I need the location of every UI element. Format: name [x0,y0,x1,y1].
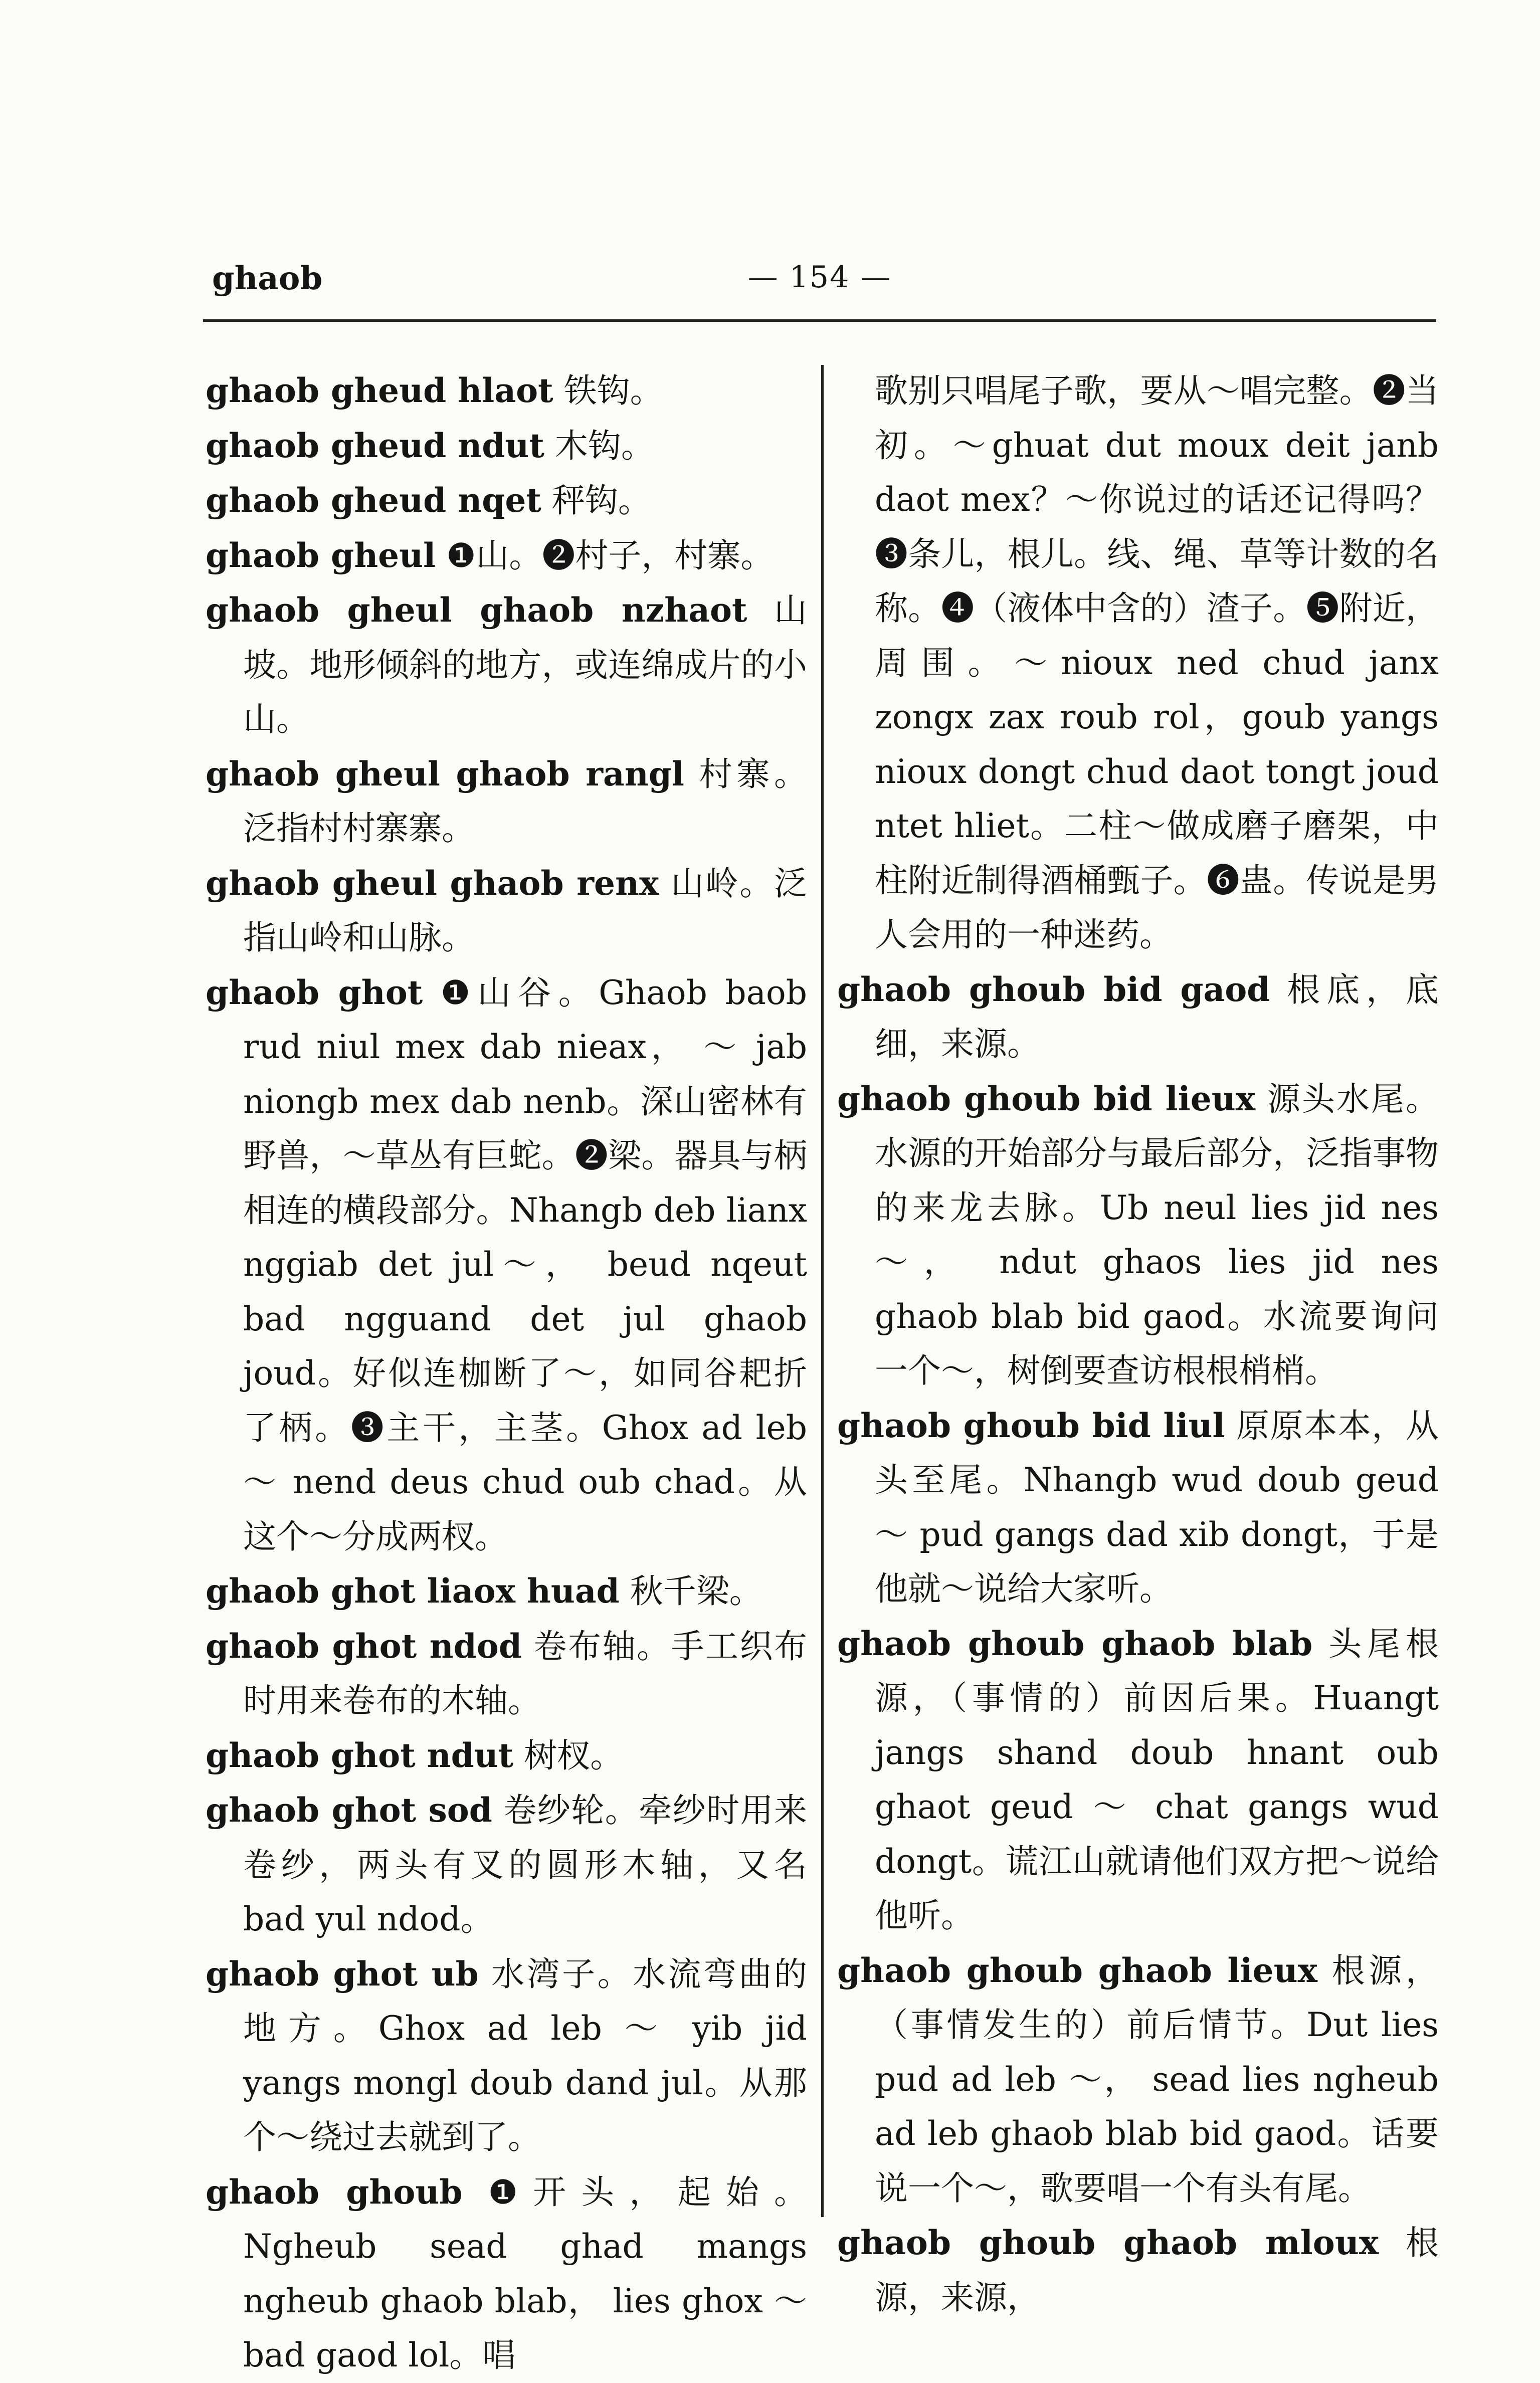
right-column [837,363,1439,2325]
entry-headword: ghaob ghot ndod [206,1626,522,1666]
dictionary-entry [206,363,807,419]
dictionary-entry [206,1728,807,1783]
entry-headword: ghaob ghoub bid lieux [837,1079,1256,1118]
dictionary-entry [206,2165,807,2383]
entry-headword: ghaob ghot [206,972,423,1012]
dictionary-entry [206,419,807,474]
entry-definition: 村寨。泛指村村寨寨。 [243,754,808,848]
running-head-word: ghaob [212,260,323,297]
dictionary-entry [206,1947,807,2165]
entry-definition: ❶山。❷村子，村寨。 [436,536,774,575]
dictionary-entry [837,962,1439,1072]
entry-definition: 卷布轴。手工织布时用来卷布的木轴。 [243,1627,808,1720]
dictionary-entry [206,856,807,965]
entry-definition: 山岭。泛指山岭和山脉。 [243,864,807,957]
entry-headword: ghaob ghoub bid gaod [837,969,1270,1009]
entry-headword: ghaob gheul ghaob renx [206,863,659,903]
entry-definition: ❶山谷。Ghaob baob rud niul mex dab nieax， ～ jab niongb mex dab nenb。深山密林有野兽，～草丛有巨蛇。❷梁。器具与柄相连的横段部分。Nhangb deb lianx nggiab det jul～， beud nqeut bad ngguand det jul ghaob joud。好似连枷断了～，如同谷耙折了柄。❸主干，主茎。Ghox ad leb ～ nend deus chud oub chad。从这个～分成两杈。 [243,973,807,1556]
entry-definition: 歌别只唱尾子歌，要从～唱完整。❷当初。～ghuat dut moux deit janb daot mex？～你说过的话还记得吗？❸条儿，根儿。线、绳、草等计数的名称。❹（液体中含的）渣子。❺附近，周围。～nioux ned chud janx zongx zax roub rol，goub yangs nioux dongt chud daot tongt joud ntet hliet。二柱～做成磨子磨架，中柱附近制得酒桶甄子。❻蛊。传说是男人会用的一种迷药。 [875,371,1439,954]
entry-definition: 木钩。 [544,426,654,465]
entry-headword: ghaob ghoub ghaob blab [837,1624,1313,1663]
entry-definition: 铁钩。 [553,371,663,410]
dictionary-entry [206,747,807,856]
entry-definition: 秤钩。 [541,481,651,520]
entry-headword: ghaob ghot liaox huad [206,1571,620,1611]
entry-headword: ghaob ghoub [206,2172,463,2212]
entry-definition: ❶开头，起始。Ngheub sead ghad mangs ngheub ghaob blab， lies ghox ～ bad gaod lol。唱 [243,2172,807,2374]
entry-headword: ghaob gheul ghaob rangl [206,754,685,793]
dictionary-entry [206,965,807,1564]
entry-definition: 卷纱轮。牵纱时用来卷纱，两头有叉的圆形木轴，又名 bad yul ndod。 [243,1791,807,1938]
entry-headword: ghaob ghot sod [206,1791,492,1830]
entry-headword: ghaob gheud nqet [206,481,541,520]
entry-definition: 山坡。地形倾斜的地方，或连绵成片的小山。 [243,591,807,738]
dictionary-entry [837,2216,1439,2325]
entry-headword: ghaob gheud ndut [206,426,544,465]
entry-definition: 原原本本，从头至尾。Nhangb wud doub geud ～ pud gangs dad xib dongt，于是他就～说给大家听。 [875,1406,1439,1608]
entry-headword: ghaob ghoub bid liul [837,1406,1225,1445]
dictionary-entry [206,1564,807,1619]
dictionary-entry [206,583,807,747]
dictionary-entry [206,473,807,528]
entry-headword: ghaob ghot ub [206,1954,479,1994]
dictionary-entry [206,1619,807,1728]
dictionary-entry [206,528,807,583]
entry-definition: 头尾根源，（事情的）前因后果。Huangt jangs shand doub hnant oub ghaot geud ～ chat gangs wud dongt。谎江山就请他们双方把～说给他听。 [875,1624,1439,1935]
entry-headword: ghaob ghoub ghaob lieux [837,1950,1317,1990]
column-divider [821,365,824,2217]
dictionary-entry [837,1072,1439,1399]
dictionary-entry [837,1617,1439,1943]
dictionary-entry [206,1783,807,1947]
entry-headword: ghaob ghot ndut [206,1735,514,1775]
entry-definition: 根源，来源， [875,2224,1439,2317]
page-number: — 154 — [747,260,892,295]
entry-definition: 根源，（事情发生的）前后情节。Dut lies pud ad leb ～， sead lies ngheub ad leb ghaob blab bid gaod。话要说一个～，歌要唱一个有头有尾。 [875,1951,1439,2208]
header-rule [203,319,1436,322]
dictionary-entry [837,1399,1439,1617]
entry-headword: ghaob gheul [206,535,436,575]
dictionary-entry [837,1943,1439,2216]
entry-definition: 树杈。 [513,1736,624,1775]
entry-definition: 源头水尾。水源的开始部分与最后部分，泛指事物的来龙去脉。Ub neul lies jid nes ～， ndut ghaos lies jid nes ghaob blab bid gaod。水流要询问一个～，树倒要查访根根梢梢。 [875,1079,1439,1390]
dictionary-entry-continued [837,363,1439,962]
left-column [206,363,807,2383]
entry-definition: 根底，底细，来源。 [875,970,1439,1063]
entry-definition: 水湾子。水流弯曲的地方。Ghox ad leb ～ yib jid yangs mongl doub dand jul。从那个～绕过去就到了。 [243,1954,807,2156]
entry-definition: 秋千梁。 [619,1572,762,1611]
entry-headword: ghaob gheud hlaot [206,371,553,410]
running-head [203,256,1436,296]
entry-headword: ghaob ghoub ghaob mloux [837,2223,1379,2262]
entry-headword: ghaob gheul ghaob nzhaot [206,590,747,630]
